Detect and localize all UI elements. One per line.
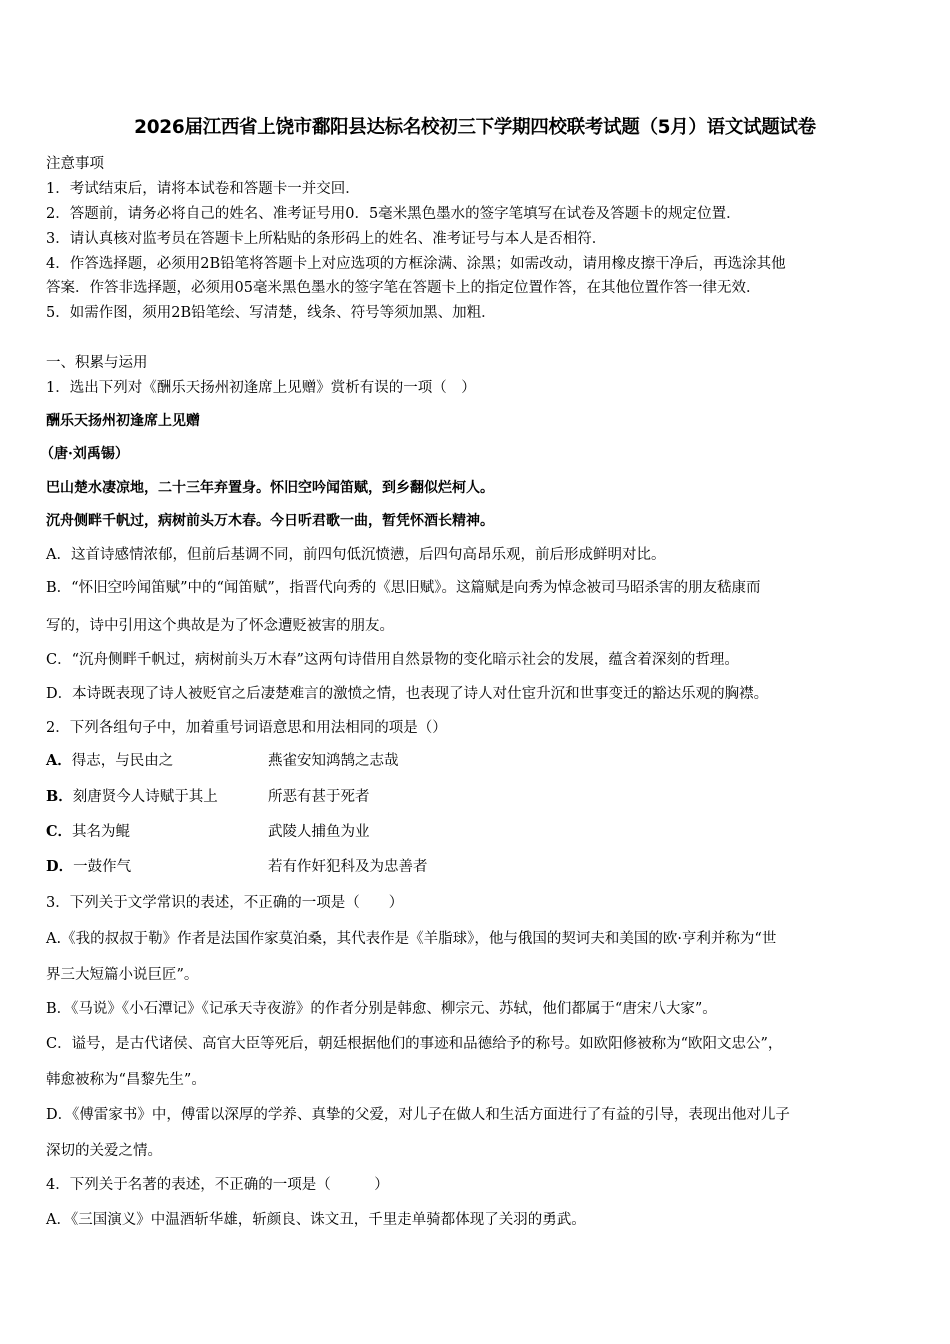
option-label: A． [46,752,72,769]
option-text: B．《马说》《小石潭记》《记承天寺夜游》的作者分别是韩愈、柳宗元、苏轼，他们都属于“唐宋八大家”。 [46,1001,717,1017]
option-text: A．《三国演义》中温酒斩华雄，斩颜良、诛文丑，千里走单骑都体现了关羽的勇武。 [46,1212,586,1228]
notice-item: 答案．作答非选择题，必须用05毫米黑色墨水的签字笔在答题卡上的指定位置作答，在其他位置作答一律无效． [46,280,761,296]
notice-item: 2．答题前，请务必将自己的姓名、准考证号用0．5毫米黑色墨水的签字笔填写在试卷及答题卡的规定位置． [46,206,741,222]
option-text: 写的，诗中引用这个典故是为了怀念遭贬被害的朋友。 [46,618,394,634]
option-row [46,820,370,841]
question-stem: 4．下列关于名著的表述，不正确的一项是（ ） [46,1177,389,1193]
section-heading: 一、积累与运用 [46,355,148,371]
poem-title: 酬乐天扬州初逢席上见赠 [46,413,200,429]
option-text: 界三大短篇小说巨匠”。 [46,967,199,983]
notice-item: 1．考试结束后，请将本试卷和答题卡一并交回． [46,181,360,197]
poem-line: 沉舟侧畔千帆过，病树前头万木春。今日听君歌一曲，暂凭怀酒长精神。 [46,513,494,529]
option-row [46,749,399,770]
option-text: B．“怀旧空吟闻笛赋”中的“闻笛赋”，指晋代向秀的《思旧赋》。这篇赋是向秀为悼念被司马昭杀害的朋友嵇康而 [46,580,761,596]
option-right: 武陵人捕鱼为业 [268,824,370,840]
poem-author: （唐·刘禹锡） [40,446,129,462]
option-text: 深切的关爱之情。 [46,1143,162,1159]
question-stem: 1．选出下列对《酬乐天扬州初逢席上见赠》赏析有误的一项（ ） [46,380,476,396]
notice-item: 3．请认真核对监考员在答题卡上所粘贴的条形码上的姓名、准考证号与本人是否相符． [46,231,607,247]
option-label: D． [46,858,74,875]
option-text: 韩愈被称为“昌黎先生”。 [46,1072,206,1088]
option-text: C．“沉舟侧畔千帆过，病树前头万木春”这两句诗借用自然景物的变化暗示社会的发展，蕴含着深刻的哲理。 [46,652,739,668]
page-title: 2026届江西省上饶市鄱阳县达标名校初三下学期四校联考试题（5月）语文试题试卷 [134,117,816,138]
option-label: B． [46,788,73,805]
option-right: 燕雀安知鸿鹄之志哉 [268,753,399,769]
option-left: 得志，与民由之 [71,753,174,769]
notice-item: 5．如需作图，须用2B铅笔绘、写清楚，线条、符号等须加黑、加粗． [46,305,496,321]
notice-item: 4．作答选择题，必须用2B铅笔将答题卡上对应选项的方框涂满、涂黑；如需改动，请用橡皮擦干净后，再选涂其他 [46,256,786,272]
option-text: A．这首诗感情浓郁，但前后基调不同，前四句低沉愤懑，后四句高昂乐观，前后形成鲜明对比。 [46,547,666,563]
option-text: D．《傅雷家书》中，傅雷以深厚的学养、真挚的父爱，对儿子在做人和生活方面进行了有益的引导，表现出他对儿子 [46,1107,790,1123]
option-text: D．本诗既表现了诗人被贬官之后凄楚难言的激愤之情，也表现了诗人对仕宦升沉和世事变迁的豁达乐观的胸襟。 [46,686,769,702]
option-row [46,785,370,806]
option-label: C． [46,823,73,840]
option-left: 一鼓作气 [73,859,132,875]
option-text: A.《我的叔叔于勒》作者是法国作家莫泊桑，其代表作是《羊脂球》，他与俄国的契诃夫和美国的欧·亨利并称为“世 [46,931,777,947]
option-right: 所恶有甚于死者 [268,789,370,805]
poem-line: 巴山楚水凄凉地，二十三年弃置身。怀旧空吟闻笛赋，到乡翻似烂柯人。 [46,480,494,496]
notice-heading: 注意事项 [46,156,104,172]
option-left: 其名为鲲 [72,824,131,840]
option-left: 刻唐贤今人诗赋于其上 [72,789,218,805]
question-stem: 3．下列关于文学常识的表述，不正确的一项是（ ） [46,895,404,911]
option-right: 若有作奸犯科及为忠善者 [268,859,428,875]
question-stem: 2．下列各组句子中，加着重号词语意思和用法相同的项是（） [46,720,447,736]
option-text: C．谥号，是古代诸侯、高官大臣等死后，朝廷根据他们的事迹和品德给予的称号。如欧阳修被称为“欧阳文忠公”， [46,1036,783,1052]
option-row [46,855,428,876]
